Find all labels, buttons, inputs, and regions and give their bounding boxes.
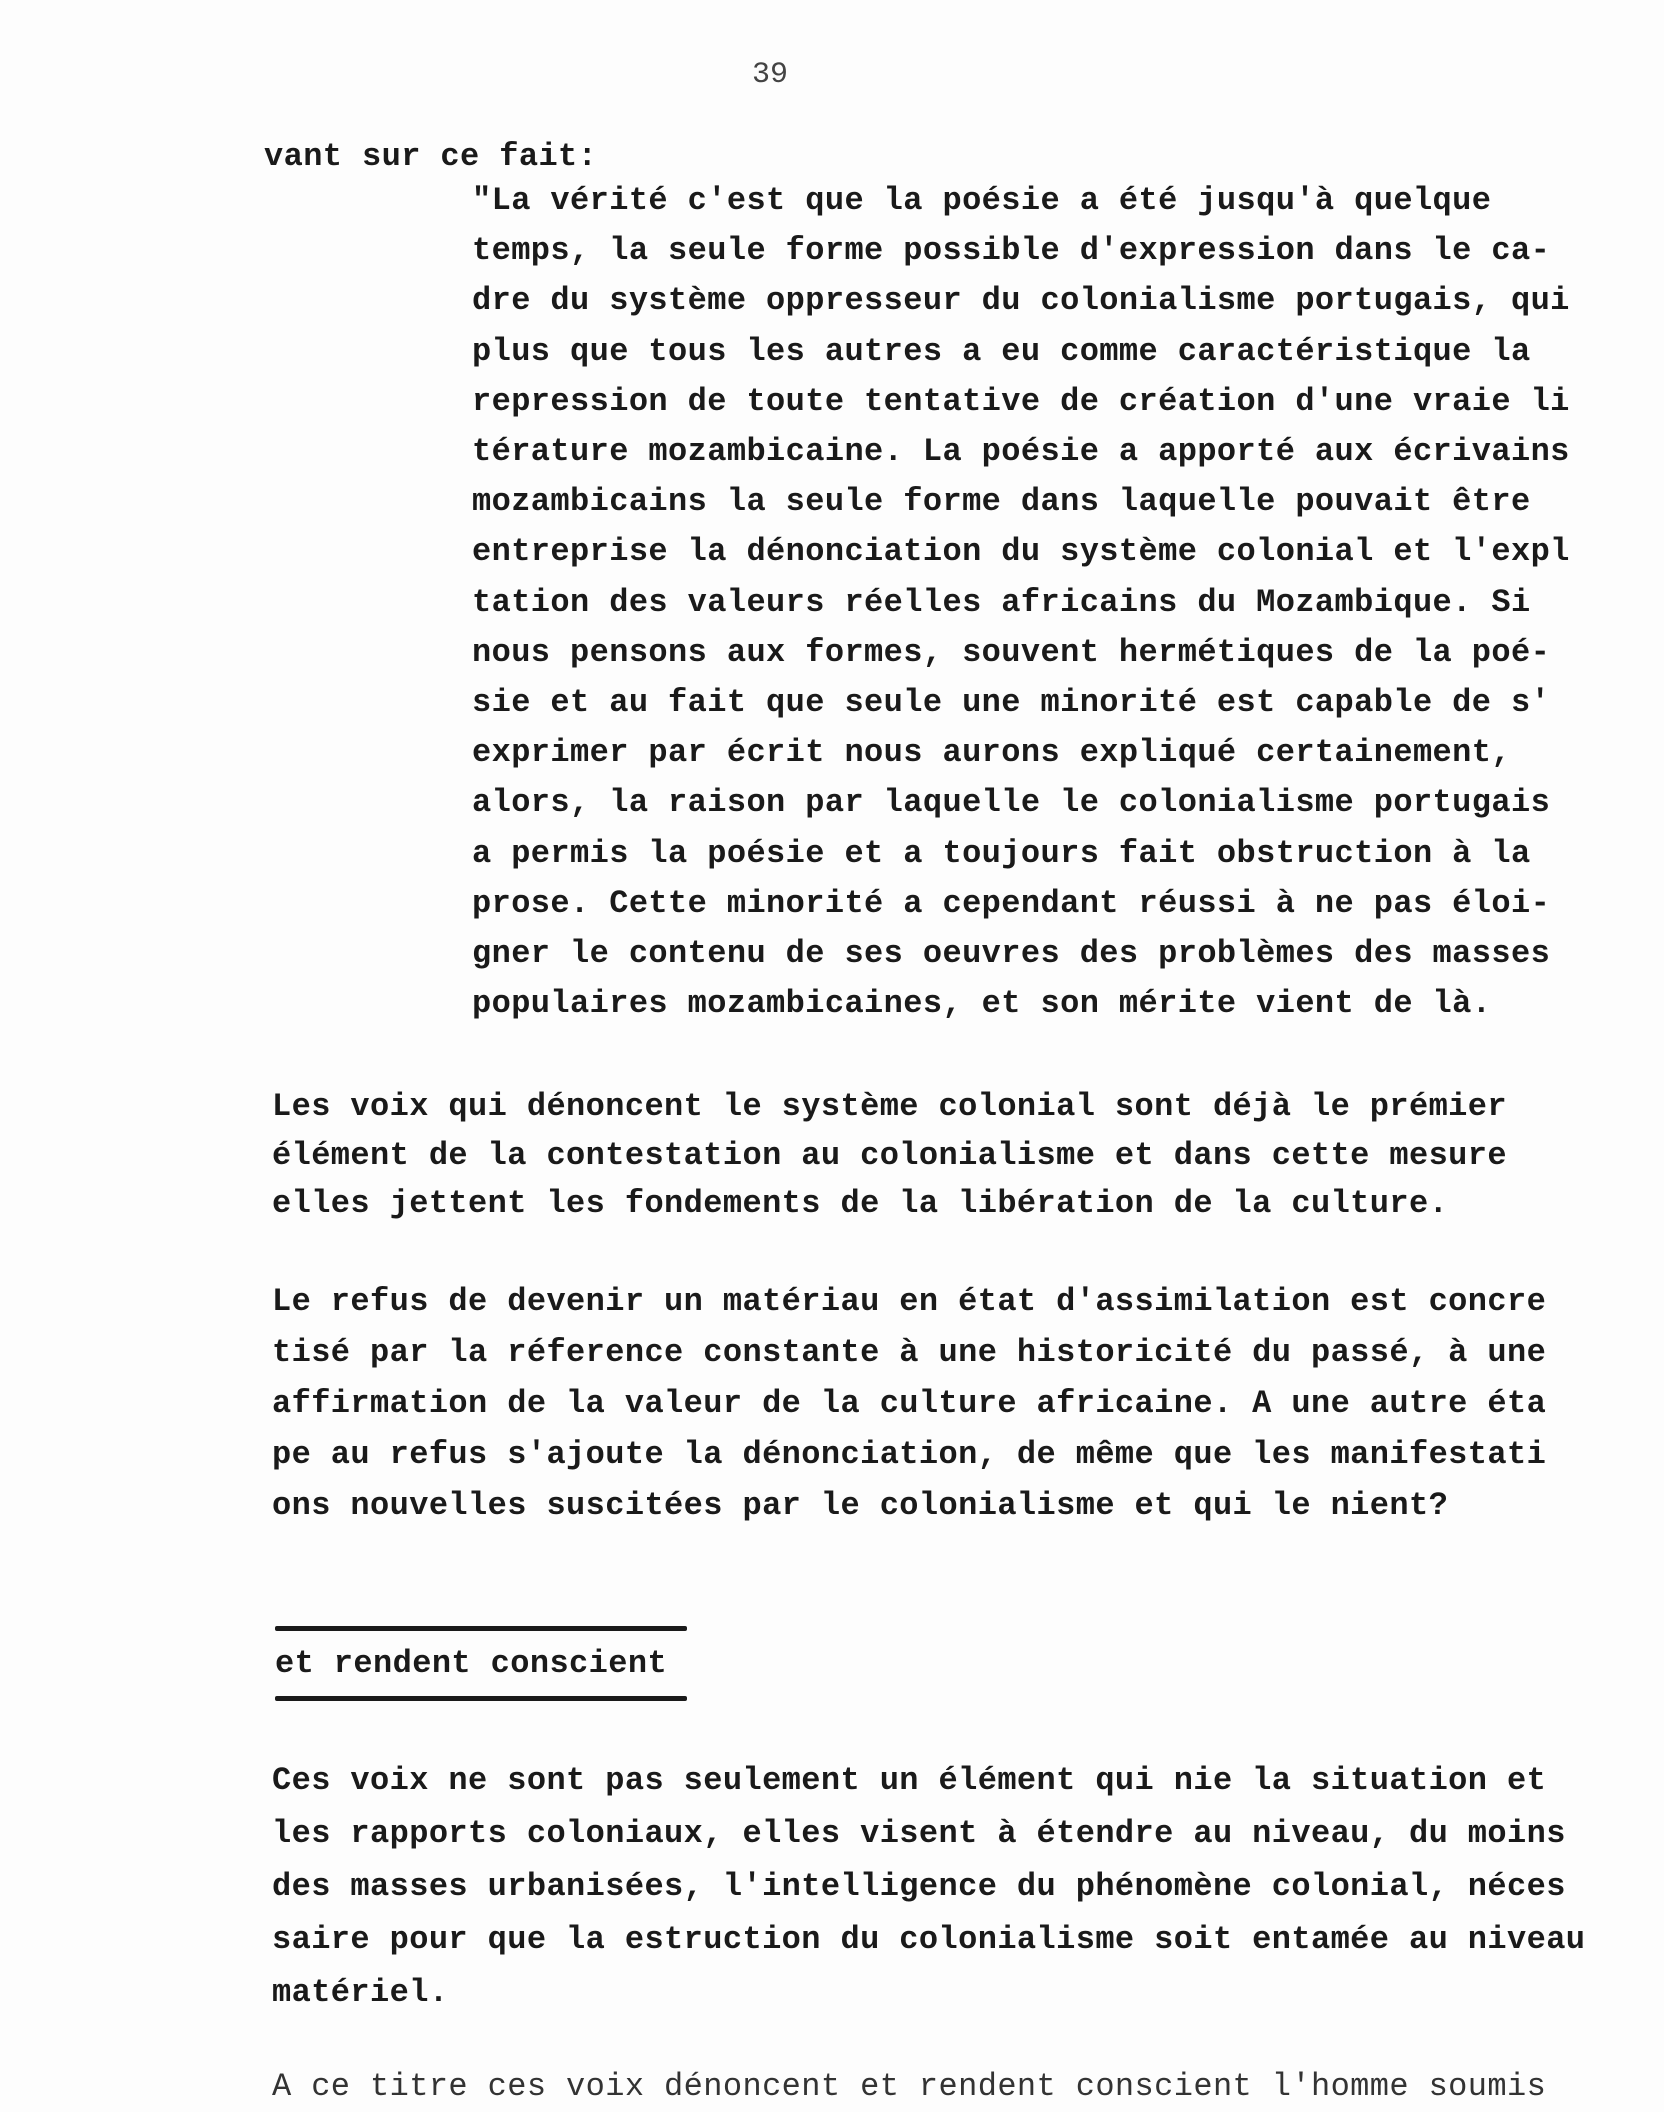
- text-line: Ces voix ne sont pas seulement un élément qui nie la situation et: [272, 1762, 1547, 1799]
- text-line: tation des valeurs réelles africains du Mozambique. Si: [472, 583, 1531, 621]
- text-line: "La vérité c'est que la poésie a été jusqu'à quelque: [472, 182, 1492, 219]
- text-line: gner le contenu de ses oeuvres des problèmes des masses: [472, 935, 1551, 972]
- text-line: les rapports coloniaux, elles visent à étendre au niveau, du moins: [272, 1815, 1566, 1852]
- heading-rule-top: [275, 1626, 687, 1631]
- text-line: entreprise la dénonciation du système colonial et l'expl: [472, 533, 1570, 571]
- section-heading: et rendent conscient: [275, 1645, 668, 1682]
- text-line: pe au refus s'ajoute la dénonciation, de même que les manifestati: [272, 1436, 1547, 1473]
- text-line: tisé par la réference constante à une historicité du passé, à une: [272, 1334, 1547, 1371]
- text-line: térature mozambicaine. La poésie a apporté aux écrivains: [472, 433, 1570, 470]
- text-line: plus que tous les autres a eu comme caractéristique la: [472, 332, 1531, 370]
- text-line: a permis la poésie et a toujours fait obstruction à la: [472, 834, 1531, 872]
- text-line: Le refus de devenir un matériau en état d'assimilation est concre: [272, 1283, 1547, 1320]
- text-line: ons nouvelles suscitées par le colonialisme et qui le nient?: [272, 1487, 1449, 1524]
- heading-rule-bottom: [275, 1696, 687, 1701]
- text-line: saire pour que la estruction du colonialisme soit entamée au niveau: [272, 1921, 1586, 1958]
- text-line: matériel.: [272, 1974, 449, 2011]
- text-line: dre du système oppresseur du colonialisme portugais, qui: [472, 282, 1570, 320]
- text-line: repression de toute tentative de création d'une vraie li: [472, 382, 1570, 420]
- text-line: des masses urbanisées, l'intelligence du phénomène colonial, néces: [272, 1868, 1566, 1905]
- text-line: elles jettent les fondements de la libération de la culture.: [272, 1185, 1449, 1222]
- text-line: sie et au fait que seule une minorité est capable de s': [472, 684, 1551, 721]
- text-line: élément de la contestation au colonialisme et dans cette mesure: [272, 1136, 1507, 1174]
- page-number: 39: [752, 58, 789, 92]
- text-line: A ce titre ces voix dénoncent et rendent conscient l'homme soumis: [272, 2068, 1547, 2105]
- text-line: nous pensons aux formes, souvent hermétiques de la poé-: [472, 633, 1551, 671]
- text-line: mozambicains la seule forme dans laquelle pouvait être: [472, 483, 1531, 521]
- text-line: prose. Cette minorité a cependant réussi à ne pas éloi-: [472, 884, 1551, 922]
- text-line: exprimer par écrit nous aurons expliqué certainement,: [472, 734, 1511, 772]
- text-line: Les voix qui dénoncent le système colonial sont déjà le prémier: [272, 1088, 1507, 1125]
- intro-line: vant sur ce fait:: [264, 138, 598, 175]
- text-line: affirmation de la valeur de la culture africaine. A une autre éta: [272, 1385, 1547, 1422]
- text-line: populaires mozambicaines, et son mérite vient de là.: [472, 985, 1492, 1023]
- text-line: alors, la raison par laquelle le colonialisme portugais: [472, 784, 1551, 822]
- text-line: temps, la seule forme possible d'expression dans le ca-: [472, 232, 1551, 270]
